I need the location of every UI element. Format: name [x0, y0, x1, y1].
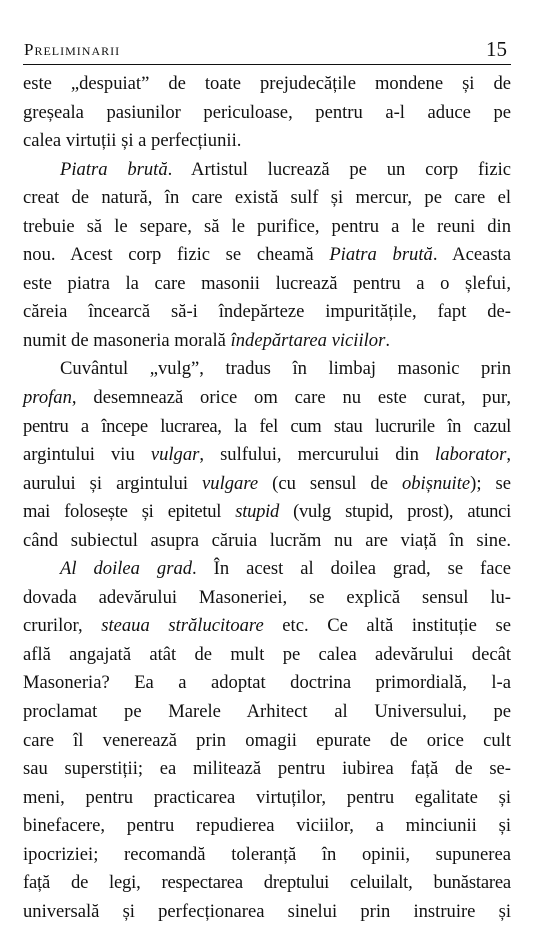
text-segment: . În acest al doilea grad, se face — [192, 558, 511, 580]
text-segment: , sulfului, mercurului din — [199, 444, 436, 466]
running-head: Preliminarii — [24, 40, 121, 59]
text-line: este piatra la care masonii lucrează pentru a o șlefui, — [23, 272, 511, 294]
italic-term: Piatra brută — [60, 158, 168, 180]
text-line — [23, 441, 511, 470]
paragraph-3 — [23, 355, 511, 555]
page-header — [23, 38, 511, 65]
text-line — [23, 327, 511, 356]
paragraph-2 — [23, 156, 511, 356]
text-segment: (vulg stupid, prost), atunci — [278, 501, 511, 523]
text-line — [23, 384, 511, 413]
text-line: care îl venerează prin omagii epurate de orice cult — [23, 729, 511, 751]
text-line — [23, 241, 511, 270]
text-line: sau superstiții; ea militează pentru iubirea față de se- — [23, 758, 511, 780]
text-line: binefacere, pentru repudierea viciilor, a minciunii și — [23, 815, 511, 837]
text-segment: etc. Ce altă instituție se — [263, 615, 511, 637]
text-line: dovada adevărului Masoneriei, se explică sensul lu- — [23, 586, 511, 608]
paragraph-1 — [23, 70, 511, 156]
text-line: creat de natură, în care există sulf și mercur, pe care el — [23, 187, 511, 209]
text-segment: aurului și argintului — [23, 472, 203, 494]
text-line: calea virtuții și a perfecțiunii. — [23, 130, 242, 152]
text-segment: ); se — [470, 472, 511, 494]
text-line — [23, 612, 511, 641]
italic-term: vulgare — [202, 472, 259, 494]
page-number: 15 — [486, 37, 507, 61]
italic-term: laborator — [435, 444, 507, 466]
text-line: ipocriziei; recomandă toleranță în opinii, supunerea — [23, 843, 511, 865]
text-line: Cuvântul „vulg”, tradus în limbaj masonic prin — [60, 358, 511, 380]
text-line: află angajată atât de mult pe calea adevărului decât — [23, 643, 511, 665]
text-line — [23, 498, 511, 527]
text-line: universală și perfecționarea sinelui prin instruire și — [23, 900, 511, 922]
italic-term: profan — [23, 387, 72, 409]
text-segment: . Artistul lucrează pe un corp fizic — [167, 158, 511, 180]
text-line: Masoneria? Ea a adoptat doctrina primordială, l-a — [23, 672, 511, 694]
italic-term: steaua strălucitoare — [101, 615, 264, 637]
text-line: greșeala pasiunilor periculoase, pentru a-l aduce pe — [23, 101, 511, 123]
italic-term: îndepărtarea viciilor — [230, 329, 386, 351]
text-segment: , — [506, 444, 511, 466]
text-segment: nou. Acest corp fizic se cheamă — [23, 244, 330, 266]
text-line: proclamat pe Marele Arhitect al Universului, pe — [23, 701, 511, 723]
text-line — [23, 156, 511, 185]
text-segment: . Aceasta — [432, 244, 511, 266]
text-line: față de legi, respectarea dreptului celuilalt, bunăstarea — [23, 872, 511, 894]
italic-term: Piatra brută — [329, 244, 433, 266]
text-line: meni, pentru practicarea virtuților, pentru egalitate și — [23, 786, 511, 808]
italic-term: vulgar — [150, 444, 200, 466]
text-segment: mai folosește și epitetul — [23, 501, 236, 523]
body-text — [23, 70, 511, 926]
text-line — [23, 470, 511, 499]
italic-term: stupid — [235, 501, 279, 523]
text-segment: crurilor, — [23, 615, 102, 637]
italic-term: Al doilea grad — [60, 558, 193, 580]
text-segment: . — [385, 329, 390, 351]
italic-term: obișnuite — [401, 472, 471, 494]
text-line: căreia încearcă să-i îndepărteze impuritățile, fapt de- — [23, 301, 511, 323]
text-segment: , desemnează orice om care nu este curat, pur, — [71, 387, 511, 409]
text-line — [23, 555, 511, 584]
text-line: este „despuiat” de toate prejudecățile mondene și de — [23, 73, 511, 94]
text-segment: argintului viu — [23, 444, 151, 466]
text-line: când subiectul asupra căruia lucrăm nu are viață în sine. — [23, 529, 511, 551]
paragraph-4 — [23, 555, 511, 926]
text-segment: (cu sensul de — [258, 472, 402, 494]
text-line: trebuie să le separe, să le purifice, pentru a le reuni din — [23, 215, 511, 237]
text-segment: numit de masoneria morală — [23, 329, 231, 351]
text-line: pentru a începe lucrarea, la fel cum stau lucrurile în cazul — [23, 415, 511, 437]
